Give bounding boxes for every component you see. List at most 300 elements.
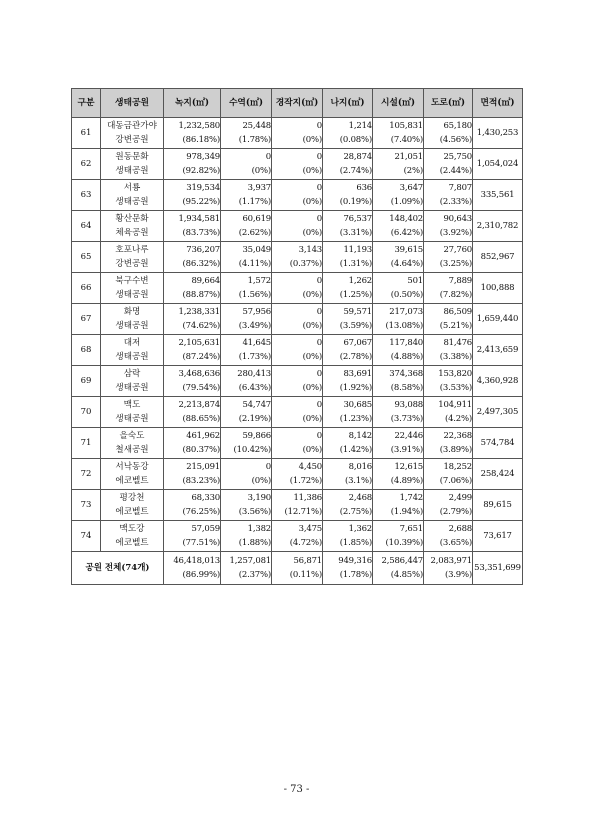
park-name-line: 생태공원 xyxy=(115,290,149,300)
facility-value: 3,647 xyxy=(399,183,423,193)
water-value: 1,572 xyxy=(247,276,271,286)
road-percent: (4.56%) xyxy=(439,135,472,145)
bare-cell xyxy=(323,459,373,490)
bare-percent: (2.78%) xyxy=(339,352,372,362)
bare-percent: (1.31%) xyxy=(339,259,372,269)
farm-percent: (0%) xyxy=(302,228,322,238)
table-header-row xyxy=(72,89,523,118)
road-percent: (3.89%) xyxy=(439,445,472,455)
green-percent: (88.65%) xyxy=(182,414,220,424)
bare-cell xyxy=(323,335,373,366)
green-cell xyxy=(164,490,221,521)
green-percent: (95.22%) xyxy=(182,197,220,207)
facility-value: 501 xyxy=(407,276,423,286)
road-percent: (7.06%) xyxy=(439,476,472,486)
area-cell: 2,497,305 xyxy=(473,397,523,428)
farm-percent: (0%) xyxy=(302,290,322,300)
green-percent: (88.87%) xyxy=(182,290,220,300)
total-row xyxy=(72,552,523,585)
green-cell xyxy=(164,118,221,149)
water-cell xyxy=(221,335,272,366)
facility-cell xyxy=(373,490,424,521)
water-cell xyxy=(221,521,272,552)
park-name-cell xyxy=(101,490,164,521)
facility-cell xyxy=(373,366,424,397)
bare-cell xyxy=(323,366,373,397)
farm-percent: (0%) xyxy=(302,352,322,362)
road-value: 81,476 xyxy=(443,338,472,348)
park-name-line: 강변공원 xyxy=(115,135,149,145)
farm-cell xyxy=(272,304,323,335)
facility-cell xyxy=(373,242,424,273)
row-number: 67 xyxy=(72,304,101,335)
bare-value: 2,468 xyxy=(348,493,372,503)
facility-percent: (10.39%) xyxy=(385,538,423,548)
farm-value: 0 xyxy=(316,276,322,286)
bare-percent: (2.75%) xyxy=(339,507,372,517)
column-header: 나지(㎡) xyxy=(323,89,373,118)
road-cell xyxy=(424,490,473,521)
total-green-value: 46,418,013 xyxy=(173,556,220,566)
facility-cell xyxy=(373,459,424,490)
facility-value: 12,615 xyxy=(394,462,423,472)
facility-percent: (3.73%) xyxy=(390,414,423,424)
farm-percent: (0%) xyxy=(302,321,322,331)
facility-value: 39,615 xyxy=(394,245,423,255)
farm-cell xyxy=(272,490,323,521)
road-percent: (4.2%) xyxy=(444,414,472,424)
table-body xyxy=(72,118,523,585)
row-number: 64 xyxy=(72,211,101,242)
table-row xyxy=(72,304,523,335)
green-value: 461,962 xyxy=(186,431,220,441)
park-name-cell xyxy=(101,118,164,149)
farm-value: 3,475 xyxy=(298,524,322,534)
farm-cell xyxy=(272,118,323,149)
green-value: 3,468,636 xyxy=(178,369,220,379)
green-percent: (83.23%) xyxy=(182,476,220,486)
water-value: 0 xyxy=(265,462,271,472)
facility-value: 22,446 xyxy=(394,431,423,441)
bare-percent: (0.19%) xyxy=(339,197,372,207)
total-area-cell: 53,351,699 xyxy=(473,552,523,585)
road-cell xyxy=(424,118,473,149)
road-percent: (5.21%) xyxy=(439,321,472,331)
table-row xyxy=(72,490,523,521)
water-percent: (3.56%) xyxy=(238,507,271,517)
water-value: 3,937 xyxy=(247,183,271,193)
park-name-line: 생태공원 xyxy=(115,166,149,176)
green-percent: (92.82%) xyxy=(182,166,220,176)
road-cell xyxy=(424,366,473,397)
park-name-cell xyxy=(101,273,164,304)
park-name-cell xyxy=(101,304,164,335)
road-value: 18,252 xyxy=(443,462,472,472)
water-cell xyxy=(221,273,272,304)
facility-cell xyxy=(373,397,424,428)
farm-percent: (1.72%) xyxy=(289,476,322,486)
road-cell xyxy=(424,149,473,180)
water-cell xyxy=(221,459,272,490)
facility-percent: (6.42%) xyxy=(390,228,423,238)
water-cell xyxy=(221,180,272,211)
facility-cell xyxy=(373,304,424,335)
water-value: 54,747 xyxy=(242,400,271,410)
bare-value: 1,214 xyxy=(348,121,372,131)
water-percent: (1.17%) xyxy=(238,197,271,207)
area-cell: 73,617 xyxy=(473,521,523,552)
bare-value: 8,142 xyxy=(348,431,372,441)
road-cell xyxy=(424,521,473,552)
water-cell xyxy=(221,149,272,180)
table-row xyxy=(72,211,523,242)
table-row xyxy=(72,273,523,304)
green-value: 57,059 xyxy=(191,524,220,534)
road-cell xyxy=(424,335,473,366)
water-percent: (10.42%) xyxy=(233,445,271,455)
table-row xyxy=(72,149,523,180)
park-name-line: 원동문화 xyxy=(115,152,149,162)
area-cell: 1,659,440 xyxy=(473,304,523,335)
park-name-line: 서낙동강 xyxy=(115,462,149,472)
green-percent: (77.51%) xyxy=(182,538,220,548)
column-header: 녹지(㎡) xyxy=(164,89,221,118)
bare-percent: (1.92%) xyxy=(339,383,372,393)
park-name-line: 대동금관가야 xyxy=(107,121,157,131)
column-header: 수역(㎡) xyxy=(221,89,272,118)
park-name-line: 서룡 xyxy=(123,183,141,193)
road-value: 27,760 xyxy=(443,245,472,255)
farm-value: 0 xyxy=(316,121,322,131)
row-number: 66 xyxy=(72,273,101,304)
bare-percent: (1.85%) xyxy=(339,538,372,548)
road-value: 7,807 xyxy=(448,183,472,193)
bare-value: 636 xyxy=(356,183,372,193)
green-cell xyxy=(164,459,221,490)
bare-cell xyxy=(323,273,373,304)
park-name-line: 대저 xyxy=(123,338,141,348)
area-cell: 4,360,928 xyxy=(473,366,523,397)
green-percent: (79.54%) xyxy=(182,383,220,393)
road-percent: (2.44%) xyxy=(439,166,472,176)
park-name-line: 생태공원 xyxy=(115,383,149,393)
road-percent: (3.38%) xyxy=(439,352,472,362)
farm-cell xyxy=(272,397,323,428)
farm-cell xyxy=(272,211,323,242)
water-value: 0 xyxy=(265,152,271,162)
road-cell xyxy=(424,304,473,335)
bare-value: 28,874 xyxy=(343,152,372,162)
bare-percent: (2.74%) xyxy=(339,166,372,176)
road-cell xyxy=(424,180,473,211)
green-percent: (80.37%) xyxy=(182,445,220,455)
farm-percent: (0%) xyxy=(302,197,322,207)
park-land-use-table xyxy=(71,88,523,585)
water-value: 41,645 xyxy=(242,338,271,348)
green-cell xyxy=(164,335,221,366)
park-name-cell xyxy=(101,242,164,273)
row-number: 65 xyxy=(72,242,101,273)
green-value: 215,091 xyxy=(186,462,220,472)
total-bare-cell xyxy=(323,552,373,585)
road-percent: (3.53%) xyxy=(439,383,472,393)
park-name-line: 북구수변 xyxy=(115,276,149,286)
park-name-cell xyxy=(101,521,164,552)
road-cell xyxy=(424,428,473,459)
park-name-line: 강변공원 xyxy=(115,259,149,269)
table-row xyxy=(72,428,523,459)
facility-cell xyxy=(373,521,424,552)
green-percent: (74.62%) xyxy=(182,321,220,331)
farm-value: 0 xyxy=(316,307,322,317)
facility-value: 1,742 xyxy=(399,493,423,503)
facility-percent: (4.89%) xyxy=(390,476,423,486)
road-percent: (3.25%) xyxy=(439,259,472,269)
green-cell xyxy=(164,397,221,428)
road-percent: (3.65%) xyxy=(439,538,472,548)
road-cell xyxy=(424,273,473,304)
facility-value: 148,402 xyxy=(389,214,423,224)
road-value: 90,643 xyxy=(443,214,472,224)
park-name-cell xyxy=(101,366,164,397)
bare-percent: (0.08%) xyxy=(339,135,372,145)
green-value: 1,232,580 xyxy=(178,121,220,131)
row-number: 72 xyxy=(72,459,101,490)
total-facility-cell xyxy=(373,552,424,585)
water-percent: (6.43%) xyxy=(238,383,271,393)
water-cell xyxy=(221,397,272,428)
farm-percent: (0%) xyxy=(302,445,322,455)
farm-value: 0 xyxy=(316,400,322,410)
water-percent: (0%) xyxy=(251,166,271,176)
facility-percent: (1.09%) xyxy=(390,197,423,207)
farm-percent: (0%) xyxy=(302,166,322,176)
area-cell: 2,310,782 xyxy=(473,211,523,242)
park-name-line: 에코벨트 xyxy=(115,476,149,486)
farm-cell xyxy=(272,180,323,211)
park-name-cell xyxy=(101,335,164,366)
facility-value: 7,651 xyxy=(399,524,423,534)
facility-value: 117,840 xyxy=(389,338,423,348)
road-value: 2,688 xyxy=(448,524,472,534)
water-percent: (1.88%) xyxy=(238,538,271,548)
row-number: 74 xyxy=(72,521,101,552)
farm-value: 0 xyxy=(316,152,322,162)
farm-cell xyxy=(272,459,323,490)
facility-percent: (0.50%) xyxy=(390,290,423,300)
water-cell xyxy=(221,118,272,149)
water-value: 25,448 xyxy=(242,121,271,131)
green-value: 1,238,331 xyxy=(178,307,220,317)
farm-value: 0 xyxy=(316,338,322,348)
farm-percent: (0%) xyxy=(302,414,322,424)
green-value: 736,207 xyxy=(186,245,220,255)
area-cell: 335,561 xyxy=(473,180,523,211)
bare-value: 83,691 xyxy=(343,369,372,379)
table-row xyxy=(72,180,523,211)
facility-cell xyxy=(373,428,424,459)
park-name-cell xyxy=(101,428,164,459)
green-value: 2,105,631 xyxy=(178,338,220,348)
total-bare-value: 949,316 xyxy=(338,556,372,566)
farm-cell xyxy=(272,273,323,304)
total-road-cell xyxy=(424,552,473,585)
water-value: 1,382 xyxy=(247,524,271,534)
water-value: 60,619 xyxy=(242,214,271,224)
row-number: 61 xyxy=(72,118,101,149)
facility-percent: (3.91%) xyxy=(390,445,423,455)
farm-percent: (4.72%) xyxy=(289,538,322,548)
bare-cell xyxy=(323,397,373,428)
park-name-line: 화명 xyxy=(123,307,141,317)
road-value: 7,889 xyxy=(448,276,472,286)
farm-value: 3,143 xyxy=(298,245,322,255)
farm-percent: (12.71%) xyxy=(284,507,322,517)
area-cell: 852,967 xyxy=(473,242,523,273)
water-value: 59,866 xyxy=(242,431,271,441)
column-header: 구분 xyxy=(72,89,101,118)
water-cell xyxy=(221,304,272,335)
road-value: 153,820 xyxy=(438,369,472,379)
water-percent: (3.49%) xyxy=(238,321,271,331)
row-number: 68 xyxy=(72,335,101,366)
water-cell xyxy=(221,242,272,273)
area-cell: 2,413,659 xyxy=(473,335,523,366)
facility-percent: (4.64%) xyxy=(390,259,423,269)
table-row xyxy=(72,242,523,273)
column-header: 생태공원 xyxy=(101,89,164,118)
water-percent: (1.73%) xyxy=(238,352,271,362)
green-value: 978,349 xyxy=(186,152,220,162)
total-water-percent: (2.37%) xyxy=(238,570,271,580)
farm-value: 0 xyxy=(316,183,322,193)
water-percent: (0%) xyxy=(251,476,271,486)
park-name-cell xyxy=(101,180,164,211)
farm-value: 0 xyxy=(316,369,322,379)
park-name-line: 맥도 xyxy=(123,400,141,410)
total-facility-percent: (4.85%) xyxy=(390,570,423,580)
road-cell xyxy=(424,459,473,490)
green-cell xyxy=(164,211,221,242)
facility-value: 374,368 xyxy=(389,369,423,379)
park-name-line: 생태공원 xyxy=(115,321,149,331)
park-name-line: 호포나루 xyxy=(115,245,149,255)
area-cell: 100,888 xyxy=(473,273,523,304)
facility-percent: (7.40%) xyxy=(390,135,423,145)
water-percent: (4.11%) xyxy=(238,259,271,269)
farm-percent: (0%) xyxy=(302,383,322,393)
road-value: 104,911 xyxy=(438,400,472,410)
bare-value: 1,262 xyxy=(348,276,372,286)
farm-cell xyxy=(272,149,323,180)
green-cell xyxy=(164,149,221,180)
water-value: 280,413 xyxy=(237,369,271,379)
total-bare-percent: (1.78%) xyxy=(339,570,372,580)
bare-cell xyxy=(323,428,373,459)
column-header: 도로(㎡) xyxy=(424,89,473,118)
park-name-line: 체육공원 xyxy=(115,228,149,238)
area-cell: 574,784 xyxy=(473,428,523,459)
row-number: 62 xyxy=(72,149,101,180)
bare-cell xyxy=(323,490,373,521)
bare-cell xyxy=(323,242,373,273)
total-farm-value: 56,871 xyxy=(293,556,322,566)
green-value: 1,934,581 xyxy=(178,214,220,224)
park-name-cell xyxy=(101,397,164,428)
row-number: 73 xyxy=(72,490,101,521)
green-cell xyxy=(164,242,221,273)
green-percent: (83.73%) xyxy=(182,228,220,238)
bare-value: 67,067 xyxy=(343,338,372,348)
area-cell: 89,615 xyxy=(473,490,523,521)
park-name-cell xyxy=(101,149,164,180)
farm-cell xyxy=(272,242,323,273)
bare-value: 76,537 xyxy=(343,214,372,224)
road-value: 65,180 xyxy=(443,121,472,131)
row-number: 71 xyxy=(72,428,101,459)
table-row xyxy=(72,459,523,490)
row-number: 69 xyxy=(72,366,101,397)
bare-cell xyxy=(323,149,373,180)
farm-value: 11,386 xyxy=(293,493,322,503)
bare-value: 59,571 xyxy=(343,307,372,317)
water-cell xyxy=(221,366,272,397)
park-name-line: 철새공원 xyxy=(115,445,149,455)
park-name-line: 에코벨트 xyxy=(115,507,149,517)
farm-percent: (0.37%) xyxy=(289,259,322,269)
water-value: 3,190 xyxy=(247,493,271,503)
park-name-cell xyxy=(101,211,164,242)
page-number: - 73 - xyxy=(283,784,310,795)
bare-cell xyxy=(323,180,373,211)
bare-cell xyxy=(323,304,373,335)
farm-value: 0 xyxy=(316,431,322,441)
bare-cell xyxy=(323,118,373,149)
water-cell xyxy=(221,490,272,521)
road-cell xyxy=(424,397,473,428)
road-percent: (7.82%) xyxy=(439,290,472,300)
park-name-line: 삼락 xyxy=(123,369,141,379)
bare-percent: (3.59%) xyxy=(339,321,372,331)
road-cell xyxy=(424,211,473,242)
facility-percent: (2%) xyxy=(403,166,423,176)
facility-percent: (4.88%) xyxy=(390,352,423,362)
green-value: 89,664 xyxy=(191,276,220,286)
green-cell xyxy=(164,304,221,335)
table-row xyxy=(72,521,523,552)
facility-value: 217,073 xyxy=(389,307,423,317)
total-road-value: 2,083,971 xyxy=(430,556,472,566)
road-value: 2,499 xyxy=(448,493,472,503)
facility-cell xyxy=(373,211,424,242)
bare-value: 8,016 xyxy=(348,462,372,472)
farm-cell xyxy=(272,428,323,459)
bare-cell xyxy=(323,521,373,552)
total-road-percent: (3.9%) xyxy=(444,570,472,580)
total-farm-cell xyxy=(272,552,323,585)
park-name-line: 을숙도 xyxy=(119,431,145,441)
green-cell xyxy=(164,180,221,211)
column-header: 경작지(㎡) xyxy=(272,89,323,118)
road-value: 25,750 xyxy=(443,152,472,162)
facility-cell xyxy=(373,273,424,304)
farm-value: 0 xyxy=(316,214,322,224)
bare-percent: (3.31%) xyxy=(339,228,372,238)
column-header: 시설(㎡) xyxy=(373,89,424,118)
bare-value: 11,193 xyxy=(343,245,372,255)
total-water-value: 1,257,081 xyxy=(229,556,271,566)
table-row xyxy=(72,335,523,366)
